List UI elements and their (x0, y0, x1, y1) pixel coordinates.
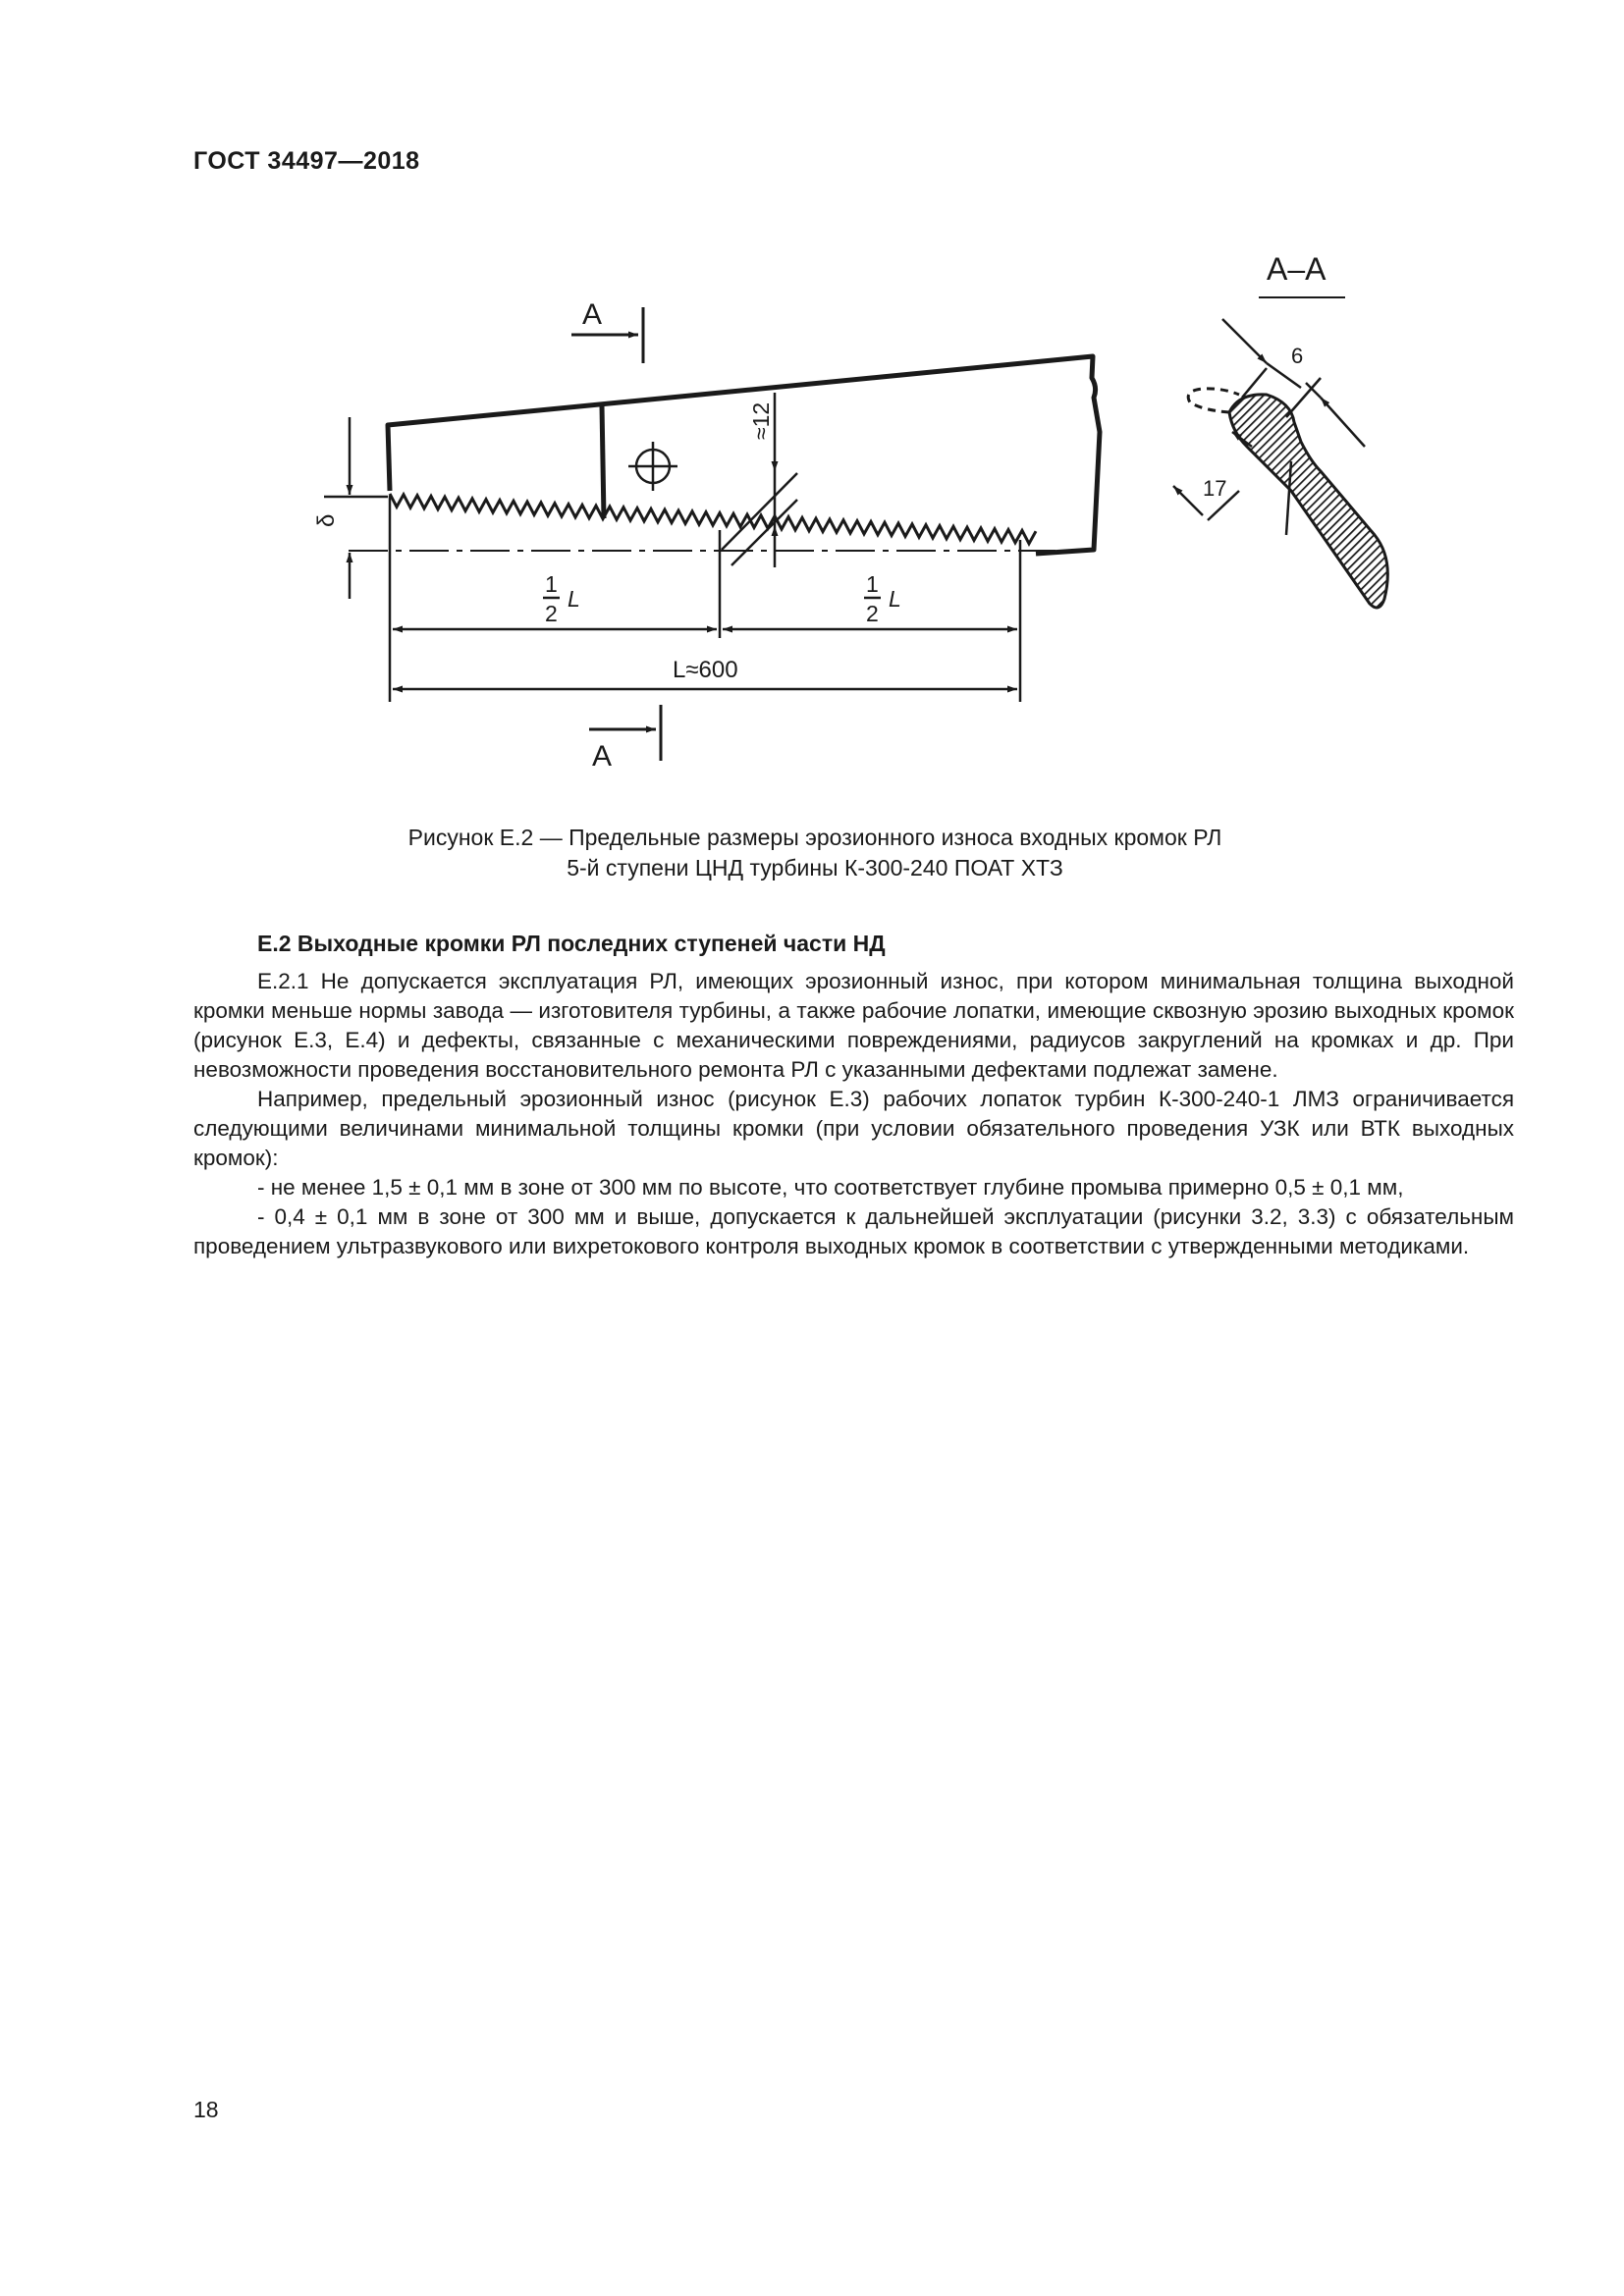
half-left-denominator: 2 (545, 601, 558, 626)
section-body (193, 967, 1514, 1261)
blade-outline (388, 356, 1100, 554)
half-right-denominator: 2 (866, 601, 879, 626)
section-dim-17: 17 (1203, 476, 1227, 501)
section-dim-6: 6 (1291, 344, 1304, 368)
figure-e2 (0, 0, 1624, 805)
caption-line-2: 5-й ступени ЦНД турбины К-300-240 ПОАТ ХТЗ (567, 855, 1063, 881)
half-right-numerator: 1 (866, 571, 879, 597)
total-length-label: L≈600 (673, 657, 738, 683)
half-right-var: L (889, 586, 901, 612)
half-left-var: L (568, 586, 580, 612)
hole-mark (628, 442, 677, 491)
eroded-edge (390, 494, 1036, 544)
approx-12-label: ≈12 (748, 401, 774, 440)
page-number: 18 (193, 2097, 219, 2122)
list-item: - не менее 1,5 ± 0,1 мм в зоне от 300 мм по высоте, что соответствует глубине промыва примерно 0,5 ± 0,1 мм, (257, 1175, 1404, 1200)
section-label-top: А (582, 298, 603, 331)
section-view-title: А–А (1267, 251, 1326, 287)
half-left-numerator: 1 (545, 571, 558, 597)
list-item: - 0,4 ± 0,1 мм в зоне от 300 мм и выше, допускается к дальнейшей эксплуатации (рисунки 3.2, 3.3) с обязательным проведением ультразвукового или вихретокового контроля выходных кромок в соответствии с утвержденными методиками. (193, 1204, 1514, 1258)
delta-label: δ (313, 513, 340, 527)
delta-dimension (324, 417, 388, 599)
paragraph: Е.2.1 Не допускается эксплуатация РЛ, имеющих эрозионный износ, при котором минимальная толщина выходной кромки меньше нормы завода — изготовителя турбины, а также рабочие лопатки, имеющие сквозную эрозию выходных кромок (рисунок Е.3, Е.4) и дефекты, связанные с механическими повреждениями, радиусов закруглений на кромках и др. При невозможности проведения восстановительного ремонта РЛ с указанными дефектами подлежат замене. (193, 969, 1514, 1082)
document-header: ГОСТ 34497—2018 (193, 147, 420, 175)
paragraph: Например, предельный эрозионный износ (рисунок Е.3) рабочих лопаток турбин К-300-240-1 ЛМЗ ограничивается следующими величинами минимальной толщины кромки (при условии обязательного проведения УЗК или ВТК выходных кромок): (193, 1087, 1514, 1170)
section-title: Е.2 Выходные кромки РЛ последних ступеней части НД (257, 931, 886, 956)
figure-caption (196, 823, 1434, 883)
section-label-bottom: А (592, 740, 613, 773)
caption-line-1: Рисунок Е.2 — Предельные размеры эрозионного износа входных кромок РЛ (407, 825, 1222, 850)
